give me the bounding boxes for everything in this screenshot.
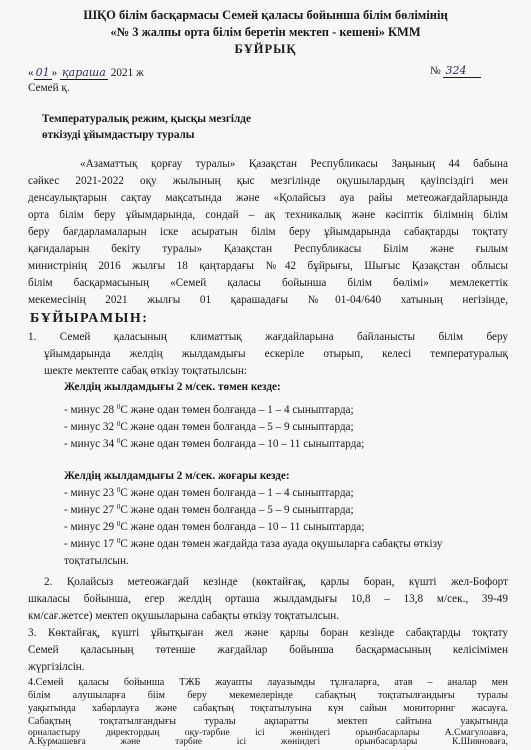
wind-low-row: - минус 34 $^0$С және одан төмен болғанда – 10 – 11 сыныптарда; (64, 437, 365, 450)
item2-line: шкаласы бойынша, егер желдің орташа жылдамдығы 10,8 – 13,8 м/сек., 39-49 (28, 593, 508, 605)
item2-line: 2. Қолайсыз метеожағдай кезінде (көктайғақ, қарлы боран, күшті жел-Бофорт (44, 576, 508, 588)
preamble-line: орта білім беру ұйымдарында, сондай – ақ техникалық және кәсіптік білімнің білім (28, 209, 508, 221)
item3-line: Семей қаласының төтенше жағдайлар бойынша басқармасының келісімімен (28, 644, 508, 656)
order-word: БҰЙЫРАМЫН: (30, 311, 149, 326)
item4-line: 4.Семей қаласы бойынша ТЖБ жауапты лауазымды тұлғаларға, атав – аналар мен (28, 677, 508, 688)
item4-line: Сабақтың тоқтатылғандығы туралы ақпаратты мектеп сайтына уақытында (28, 716, 508, 727)
subject-line-1: Температуралық режим, қысқы мезгілде (42, 113, 251, 125)
item2-line: км/сағ.жетсе) мектеп оқушыларына сабақты өткізу тоқтатылсын. (28, 610, 340, 622)
date-month: қараша (60, 66, 108, 80)
city: Семей қ. (28, 82, 70, 94)
wind-low-heading: Желдің жылдамдығы 2 м/сек. төмен кезде: (64, 381, 281, 393)
preamble-line: сәйкес 2021-2022 оқу жылының қыс мезгілінде оқушылардың қауіпсіздігі мен (28, 175, 508, 187)
date-year: 2021 ж (110, 67, 144, 79)
preamble-line: беру бағдарламаларын іске асыратын білім беру ұйымдарында сабақтарды тоқтату (28, 226, 508, 238)
item3-line: жүргізілсін. (28, 661, 85, 673)
preamble-line: «Азаматтық қорғау туралы» Қазақстан Республикасы Заңының 44 бабына (80, 158, 508, 170)
item4-line: уақытында хабарлауға және сабақтың тоқтатылуына күн сайын мониторинг жасауға. (28, 703, 508, 714)
item4-line: білім алушыларға біім беру мекемелерінде сабақтың тоқтатылғандығы туралы (28, 690, 508, 701)
header-organization: ШҚО білім басқармасы Семей қаласы бойынша білім бөлімінің (83, 8, 448, 22)
wind-high-row: - минус 17 $^0$С және одан төмен жағдайда таза ауада оқушыларға сабақты өткізу (64, 537, 443, 550)
wind-high-row: - минус 27 $^0$С және одан төмен болғанда – 5 – 9 сыныптарда; (64, 503, 354, 516)
order-date: « 01 » қараша 2021 ж (28, 66, 144, 79)
item1-line: ұйымдарында желдің жылдамдығы ескеріле отырып, келесі температуралық (44, 348, 508, 360)
order-title: БҰЙРЫҚ (234, 42, 297, 56)
wind-high-row: - минус 23 $^0$С және одан төмен болғанда – 1 – 4 сыныптарда; (64, 486, 354, 499)
wind-high-tail: тоқтатылсын. (64, 555, 129, 567)
preamble-line: қағидаларын бекіту туралы» Қазақстан Республикасы Білім және ғылым (28, 243, 508, 255)
item1-line: 1. Семей қаласының климаттық жағдайларына байланысты білім беру (28, 331, 508, 343)
preamble-line: мекемесінің 2021 жылғы 01 қарашадағы №01-04/640 хатының негізінде, (28, 294, 508, 306)
number-value: 324 (443, 64, 481, 78)
preamble-line: білім басқармасының «Семей қаласы бойынша білім бөлімі» мемлекеттік (28, 277, 508, 289)
subject-line-2: өткізуді ұйымдастыру туралы (42, 129, 195, 141)
preamble-line: денсаулықтарын сақтау мақсатында және «Қолайсыз ауа райы метеожағдайларында (28, 192, 508, 204)
item1-line: шекте мектепте сабақ өткізу тоқтатылсын: (44, 365, 247, 377)
item4-line: А.Курмашевға және тәрбие ісі жөніндегі орынбасарлары К.Шияноваға, (28, 737, 508, 747)
order-number (430, 64, 481, 78)
preamble-line: министрінің 2016 жылғы 18 қаңтардағы №42 бұйрығы, Шығыс Қазақстан облысы (28, 260, 508, 272)
number-prefix: № (430, 65, 441, 77)
wind-low-row: - минус 28 $^0$С және одан төмен болғанда – 1 – 4 сыныптарда; (64, 403, 354, 416)
wind-high-heading: Желдің жылдамдығы 2 м/сек. жоғары кезде: (64, 470, 290, 482)
item3-line: 3. Көктайғақ, күшті ұйытқыған жел және қарлы боран кезінде сабақтарды тоқтату (28, 627, 508, 639)
wind-high-row: - минус 29 $^0$С және одан төмен болғанда – 10 – 11 сыныптарда; (64, 520, 365, 533)
item4-line: орналастыру директордың оқу-тәрбие ісі жөніндегі орынбасарлары А.Смагулоавға, (28, 727, 508, 738)
wind-low-row: - минус 32 $^0$С және одан төмен болғанда – 5 – 9 сыныптарда; (64, 420, 354, 433)
date-day: 01 (35, 66, 50, 79)
header-school: «№ 3 жалпы орта білім беретін мектеп - кешені» КММ (110, 25, 421, 39)
